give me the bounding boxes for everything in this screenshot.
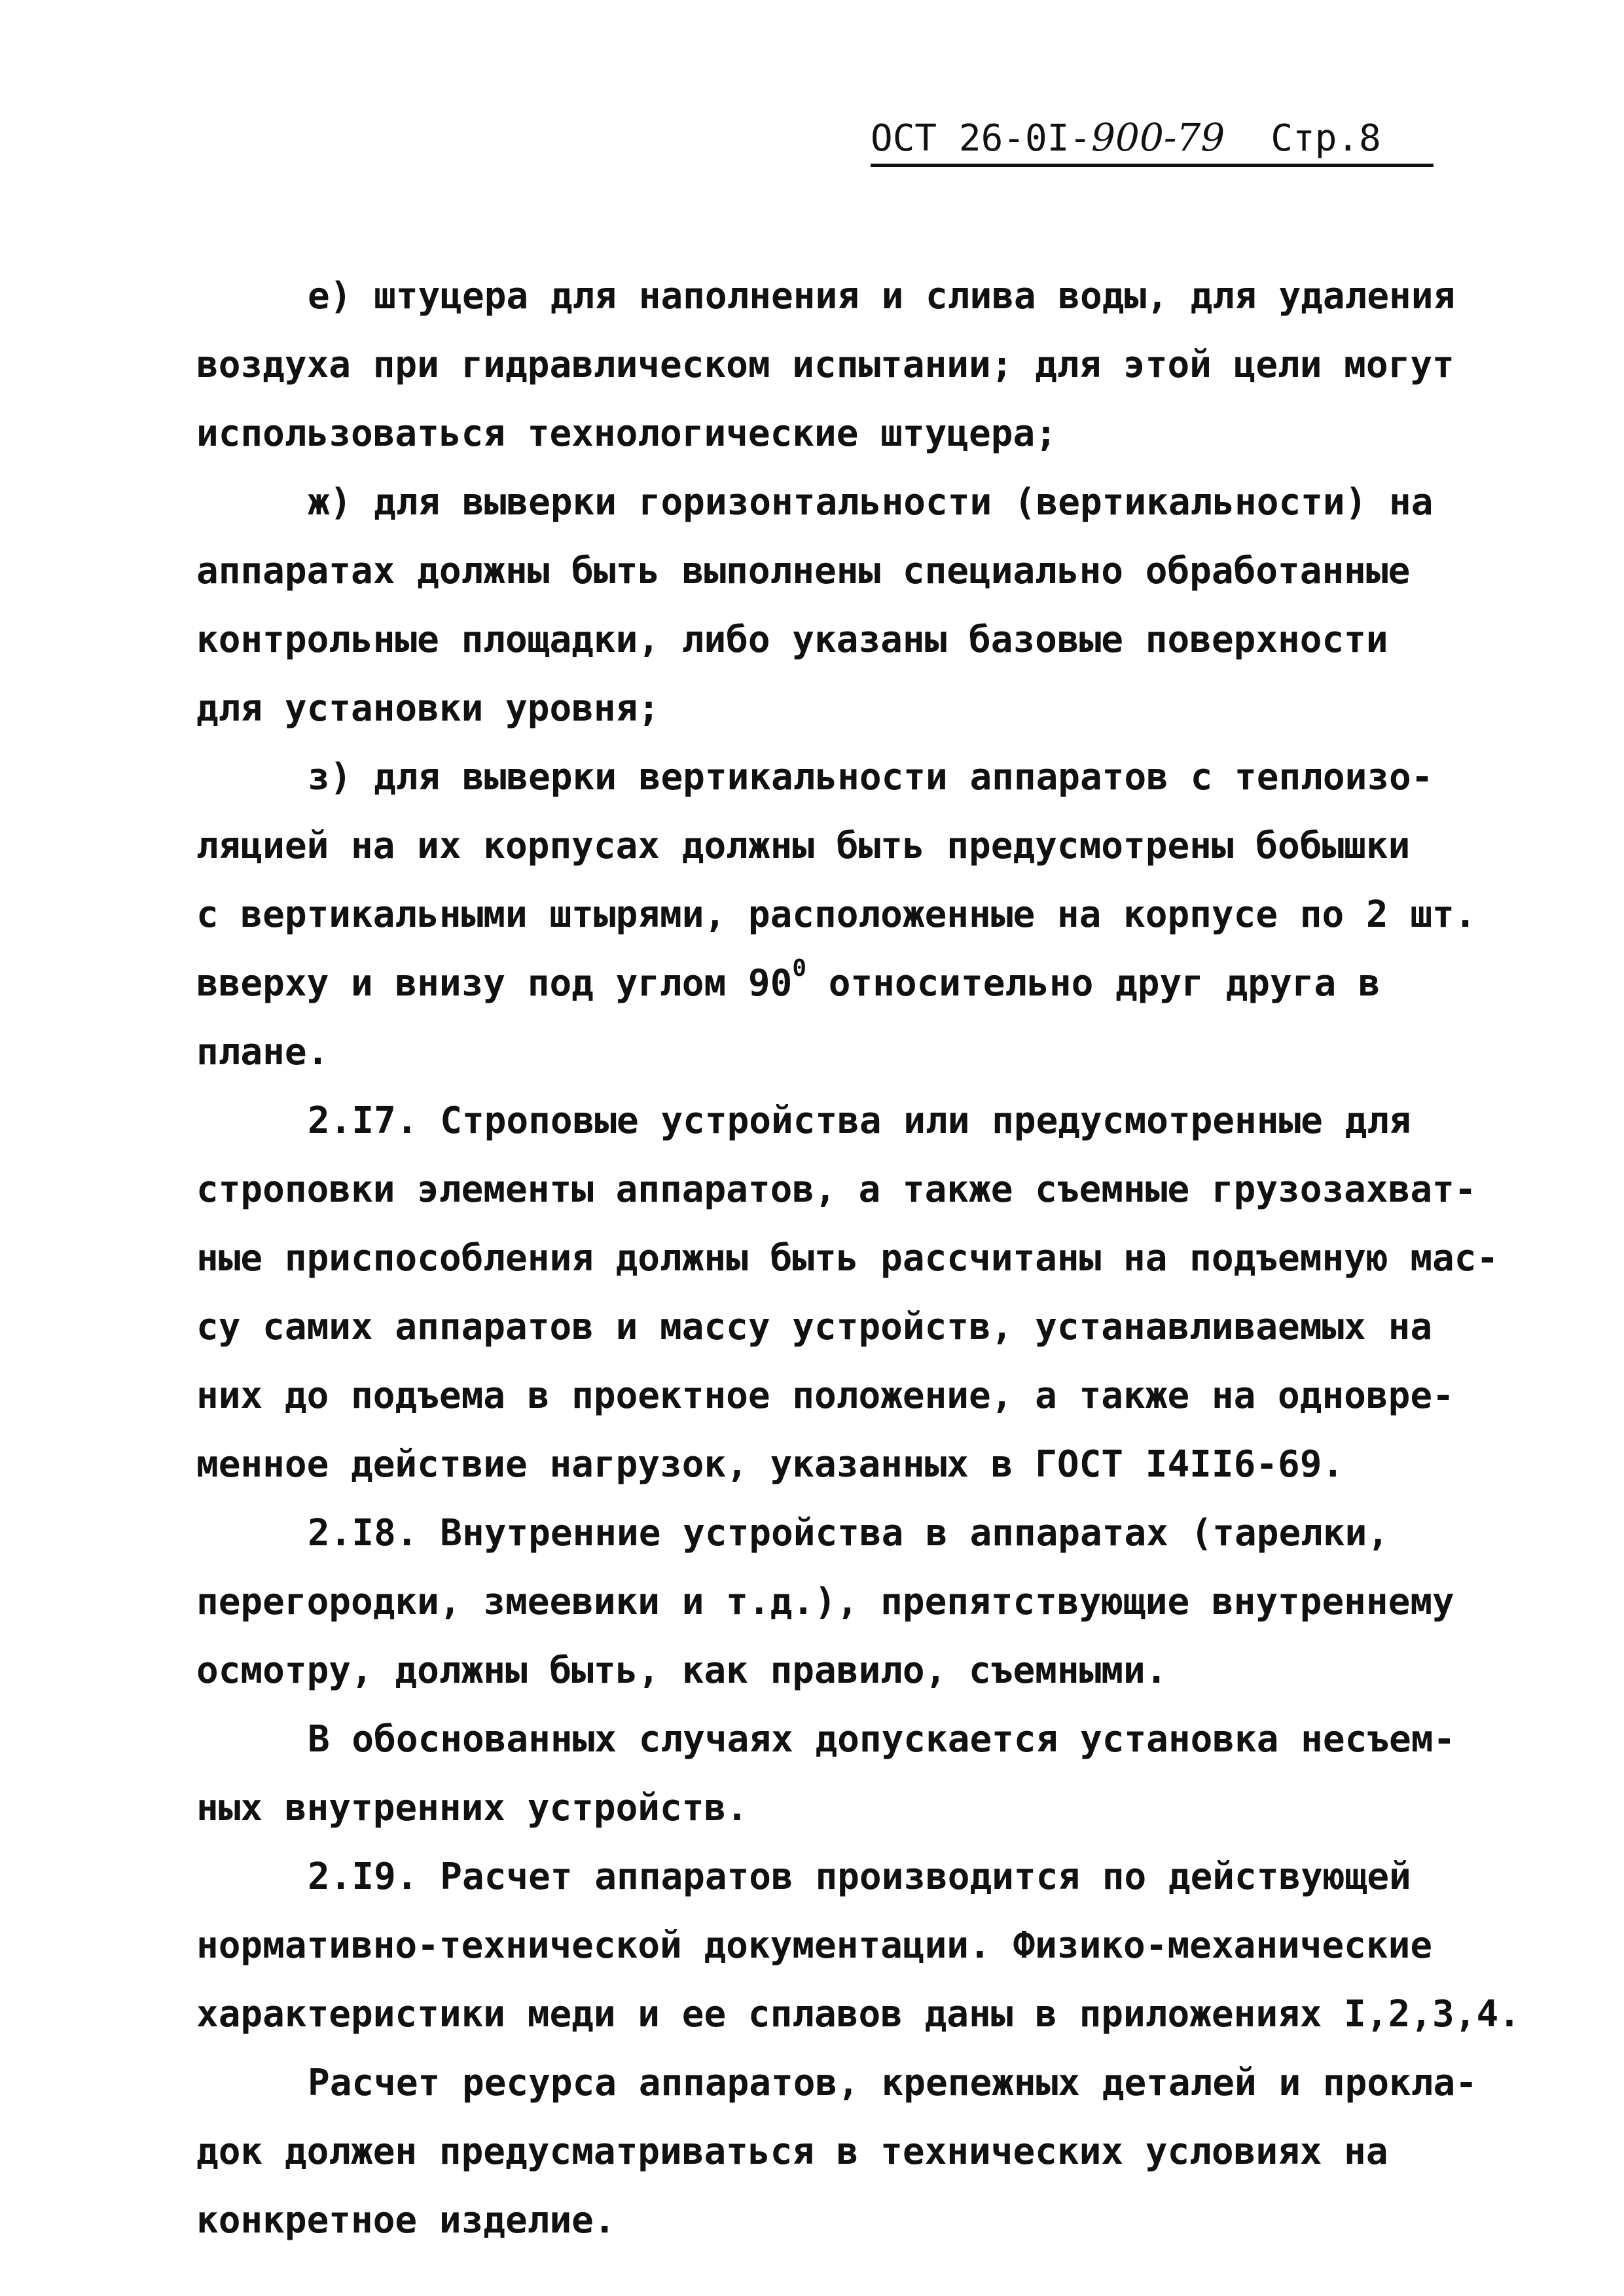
text-line: док должен предусматриваться в технических условиях на — [196, 2130, 1388, 2173]
text-line: использоваться технологические штуцера; — [196, 412, 1057, 455]
text-line: 2.I7. Строповые устройства или предусмотренные для — [308, 1100, 1411, 1142]
text-line: ляцией на их корпусах должны быть предусмотрены бобышки — [196, 825, 1411, 867]
document-body — [196, 262, 1521, 2255]
text-line: контрольные площадки, либо указаны базовые поверхности — [196, 619, 1388, 661]
text-line: воздуха при гидравлическом испытании; для этой цели могут — [196, 344, 1454, 386]
text-line: е) штуцера для наполнения и слива воды, для удаления — [308, 275, 1456, 317]
text-line: 2.I9. Расчет аппаратов производится по действующей — [308, 1856, 1411, 1898]
page-number: Стр.8 — [1271, 117, 1381, 160]
text-line: перегородки, змеевики и т.д.), препятствующие внутреннему — [196, 1581, 1454, 1623]
text-line: нормативно-технической документации. Физико-механические — [196, 1924, 1433, 1967]
text-line: ж) для выверки горизонтальности (вертикальности) на — [308, 481, 1434, 524]
text-line: вверху и внизу под углом $90^0$ относительно друг друга в — [196, 955, 1380, 1005]
doc-number: 900-79 — [1091, 115, 1225, 160]
text-line: Расчет ресурса аппаратов, крепежных деталей и прокла- — [308, 2062, 1477, 2104]
page-header — [871, 111, 1434, 167]
text-line: ных внутренних устройств. — [196, 1787, 748, 1829]
text-line: них до подъема в проектное положение, а также на одновре- — [196, 1374, 1454, 1417]
text-line: менное действие нагрузок, указанных в ГОСТ I4II6-69. — [196, 1443, 1344, 1486]
text-line: су самих аппаратов и массу устройств, устанавливаемых на — [196, 1306, 1433, 1348]
degree-superscript: 0 — [792, 955, 806, 982]
text-line: для установки уровня; — [196, 687, 660, 730]
text-line: осмотру, должны быть, как правило, съемными. — [196, 1649, 1168, 1692]
text-line: конкретное изделие. — [196, 2199, 616, 2242]
text-line: 2.I8. Внутренние устройства в аппаратах (тарелки, — [308, 1512, 1390, 1554]
text-line: плане. — [196, 1031, 329, 1073]
doc-code: ОСТ 26-0I-900-79 — [871, 115, 1225, 160]
text-line: В обоснованных случаях допускается установка несъем- — [308, 1718, 1456, 1761]
text-line: аппаратах должны быть выполнены специально обработанные — [196, 550, 1411, 592]
text-line: с вертикальными штырями, расположенные на корпусе по 2 шт. — [196, 893, 1477, 936]
text-line: характеристики меди и ее сплавов даны в приложениях I,2,3,4. — [196, 1993, 1521, 2036]
text-line: строповки элементы аппаратов, а также съемные грузозахват- — [196, 1168, 1477, 1211]
text-line: ные приспособления должны быть рассчитаны на подъемную мас- — [196, 1237, 1499, 1280]
text-line: з) для выверки вертикальности аппаратов с теплоизо- — [308, 756, 1434, 798]
